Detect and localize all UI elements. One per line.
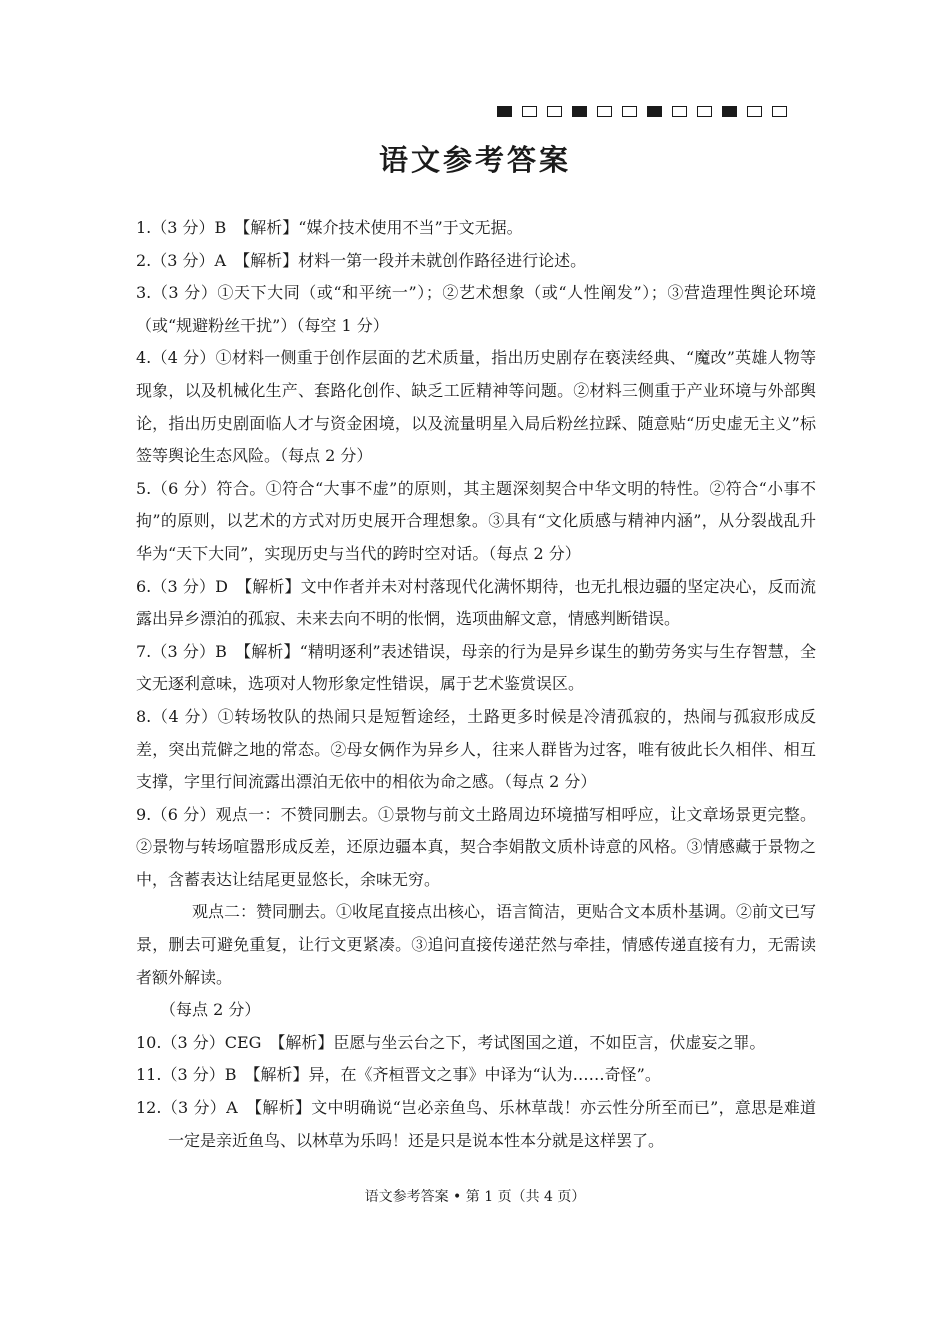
answer-item-6: 6.（3 分）D 【解析】文中作者并未对村落现代化满怀期待，也无扎根边疆的坚定决心，反而流露出异乡漂泊的孤寂、未来去向不明的怅惘，选项曲解文意，情感判断错误。 (136, 576, 816, 629)
answer-item-8: 8.（4 分）①转场牧队的热闹只是短暂途经，土路更多时候是冷清孤寂的，热闹与孤寂形成反差，突出荒僻之地的常态。②母女俩作为异乡人，往来人群皆为过客，唯有彼此长久相伴、相互支撑，字里行间流露出漂泊无依中的相依为命之感。（每点 2 分） (136, 706, 816, 792)
page-marker-strip (497, 106, 787, 117)
empty-square-marker (547, 106, 562, 117)
filled-square-marker (647, 106, 662, 117)
answer-item-11: 11.（3 分）B 【解析】异，在《齐桓晋文之事》中译为“认为……奇怪”。 (136, 1065, 661, 1085)
answer-item-12: 12.（3 分）A 【解析】文中明确说“岂必亲鱼鸟、乐林草哉！亦云性分所至而已”，意思是难道一定是亲近鱼鸟、以林草为乐吗！还是只是说本性本分就是这样罢了。 (136, 1098, 816, 1150)
empty-square-marker (622, 106, 637, 117)
page-footer: 语文参考答案 • 第 1 页（共 4 页） (364, 1189, 586, 1205)
answer-item-1: 1.（3 分）B 【解析】“媒介技术使用不当”于文无据。 (136, 218, 523, 237)
empty-square-marker (697, 106, 712, 117)
filled-square-marker (572, 106, 587, 117)
answer-list (136, 212, 816, 1157)
answer-item-7: 7.（3 分）B 【解析】“精明逐利”表述错误，母亲的行为是异乡谋生的勤劳务实与生存智慧，全文无逐利意味，选项对人物形象定性错误，属于艺术鉴赏误区。 (136, 641, 816, 694)
answer-item-3: 3.（3 分）①天下大同（或“和平统一”）；②艺术想象（或“人性阐发”）；③营造理性舆论环境（或“规避粉丝干扰”）（每空 1 分） (136, 283, 816, 335)
empty-square-marker (597, 106, 612, 117)
filled-square-marker (722, 106, 737, 117)
empty-square-marker (772, 106, 787, 117)
answer-item-9-viewpoint-two: 观点二：赞同删去。①收尾直接点出核心，语言简洁，更贴合文本质朴基调。②前文已写景，删去可避免重复，让行文更紧凑。③追问直接传递茫然与牵挂，情感传递直接有力，无需读者额外解读。 (136, 902, 817, 987)
answer-item-5: 5.（6 分）符合。①符合“大事不虚”的原则，其主题深刻契合中华文明的特性。②符合“小事不拘”的原则，以艺术的方式对历史展开合理想象。③具有“文化质感与精神内涵”，从分裂战乱升华为“天下大同”，实现历史与当代的跨时空对话。（每点 2 分） (136, 478, 816, 563)
answer-item-4: 4.（4 分）①材料一侧重于创作层面的艺术质量，指出历史剧存在亵渎经典、“魔改”英雄人物等现象，以及机械化生产、套路化创作、缺乏工匠精神等问题。②材料三侧重于产业环境与外部舆论，指出历史剧面临人才与资金困境，以及流量明星入局后粉丝拉踩、随意贴“历史虚无主义”标签等舆论生态风险。（每点 2 分） (136, 348, 816, 466)
empty-square-marker (747, 106, 762, 117)
answer-item-2: 2.（3 分）A 【解析】材料一第一段并未就创作路径进行论述。 (136, 250, 587, 270)
answer-item-9: 9.（6 分）观点一：不赞同删去。①景物与前文土路周边环境描写相呼应，让文章场景更完整。②景物与转场喧嚣形成反差，还原边疆本真，契合李娟散文质朴诗意的风格。③情感藏于景物之中，含蓄表达让结尾更显悠长，余味无穷。 (136, 804, 816, 889)
empty-square-marker (672, 106, 687, 117)
empty-square-marker (522, 106, 537, 117)
filled-square-marker (497, 106, 512, 117)
answer-item-9-score-note: （每点 2 分） (160, 1000, 261, 1020)
page-title: 语文参考答案 (378, 143, 571, 177)
answer-item-10: 10.（3 分）CEG 【解析】臣愿与坐云台之下，考试图国之道，不如臣言，伏虚妄之罪。 (136, 1032, 766, 1052)
